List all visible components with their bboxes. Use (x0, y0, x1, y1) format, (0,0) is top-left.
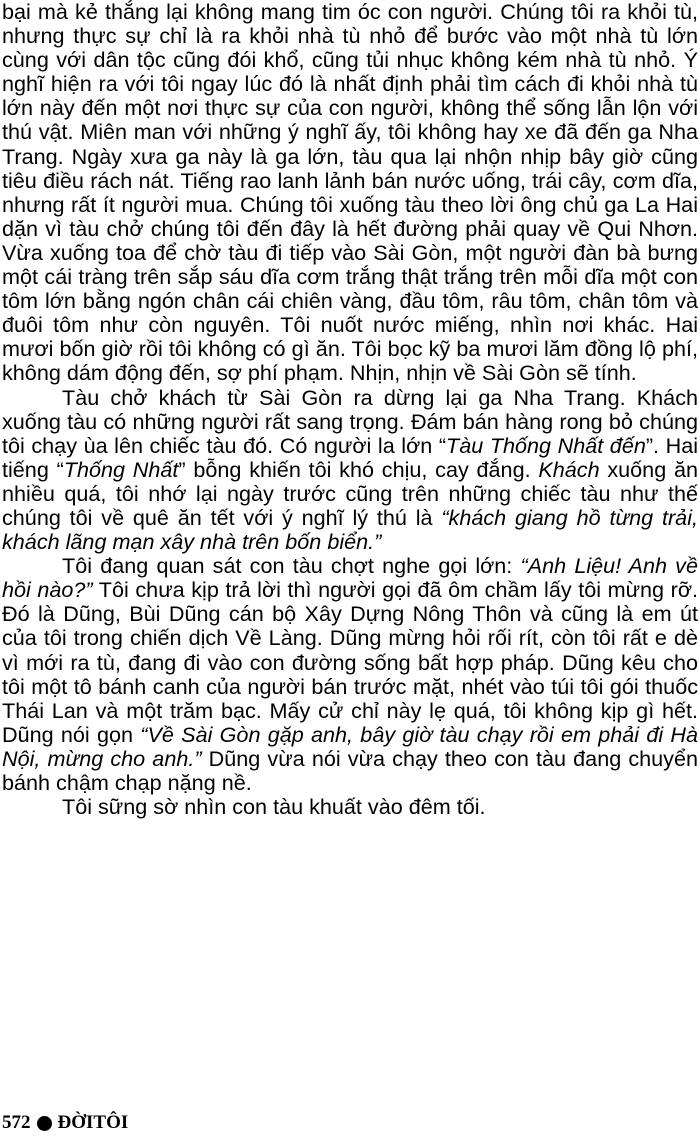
book-title: ĐỜITÔI (57, 1112, 129, 1133)
text-run: Tàu chở khách từ Sài Gòn ra dừng lại ga Nha Trang. Khách xuống tàu có những người rất sang trọng. Đám bán hàng rong bỏ chúng tôi chạy ùa lên chiếc tàu đó. Có người la lớn “ (2, 384, 698, 458)
italic-run: Tàu Thống Nhất đến (446, 432, 646, 458)
page-footer (2, 1112, 128, 1134)
paragraph-4 (2, 795, 698, 819)
text-run: Tôi đang quan sát con tàu chợt nghe gọi lớn: (62, 553, 521, 579)
paragraph-1 (2, 0, 698, 386)
text-run: Tôi sững sờ nhìn con tàu khuất vào đêm tối. (62, 794, 486, 820)
page-number: 572 (2, 1112, 31, 1133)
text-run: ”. Hai tiếng “ (2, 432, 699, 482)
paragraph-2 (2, 386, 698, 555)
italic-run: “Về Sài Gòn gặp anh, bây giờ tàu chạy rồi em phải đi Hà Nội, mừng cho anh.” (2, 721, 698, 771)
text-run: ” bỗng khiến tôi khó chịu, cay đắng. (178, 456, 539, 482)
italic-run: Thống Nhất (63, 456, 179, 482)
body-text (2, 0, 698, 819)
black-circle-icon (37, 1116, 52, 1131)
italic-run: Khách (538, 456, 600, 482)
italic-run: “Anh Liệu! Anh về hồi nào?” (2, 553, 698, 603)
paragraph-3 (2, 554, 698, 795)
text-run: Tôi chưa kịp trả lời thì người gọi đã ôm chầm lấy tôi mừng rỡ. Đó là Dũng, Bùi Dũng cán bộ Xây Dựng Nông Thôn và cũng là em út của tôi trong chiến dịch Về Làng. Dũng mừng hỏi rối rít, còn tôi rất e dè vì mới ra tù, đang đi vào con đường sống bất hợp pháp. Dũng kêu cho tôi một tô bánh canh của người bán trước mặt, nhét vào túi tôi gói thuốc Thái Lan và một trăm bạc. Mấy cử chỉ này lẹ quá, tôi không kịp gì hết. Dũng nói gọn (2, 577, 698, 747)
text-run: Dũng vừa nói vừa chạy theo con tàu đang chuyển bánh chậm chạp nặng nề. (2, 745, 698, 795)
text-run: bại mà kẻ thắng lại không mang tim óc con người. Chúng tôi ra khỏi tù, nhưng thực sự chỉ là ra khỏi nhà tù nhỏ để bước vào một nhà tù lớn cùng với dân tộc cũng đói khổ, cũng tủi nhục không kém nhà tù nhỏ. Ý nghĩ hiện ra với tôi ngay lúc đó là nhất định phải tìm cách đi khỏi nhà tù lớn này đến một nơi thực sự của con người, không thể sống lẫn lộn với thú vật. Miên man với những ý nghĩ ấy, tôi không hay xe đã đến ga Nha Trang. Ngày xưa ga này là ga lớn, tàu qua lại nhộn nhịp bây giờ cũng tiêu điều rách nát. Tiếng rao lanh lảnh bán nước uống, trái cây, cơm dĩa, nhưng rất ít người mua. Chúng tôi xuống tàu theo lời ông chủ ga La Hai dặn vì tàu chở chúng tôi đến đây là hết đường phải quay về Qui Nhơn. Vừa xuống toa để chờ tàu đi tiếp vào Sài Gòn, một người đàn bà bưng một cái tràng trên sắp sáu dĩa cơm trắng thật trắng trên mỗi dĩa một con tôm lớn bằng ngón chân cái chiên vàng, đầu tôm, râu tôm, chân tôm và đuôi tôm như còn nguyên. Tôi nuốt nước miếng, nhìn nơi khác. Hai mươi bốn giờ rồi tôi không có gì ăn. Tôi bọc kỹ ba mươi lăm đồng lộ phí, không dám động đến, sợ phí phạm. Nhịn, nhịn về Sài Gòn sẽ tính. (2, 0, 698, 386)
italic-run: “khách giang hồ từng trải, khách lãng mạn xây nhà trên bốn biển.” (2, 504, 698, 555)
text-run: xuống ăn nhiều quá, tôi nhớ lại ngày trước cũng trên những chiếc tàu như thế chúng tôi về quê ăn tết với ý nghĩ lý thú là (2, 456, 698, 530)
